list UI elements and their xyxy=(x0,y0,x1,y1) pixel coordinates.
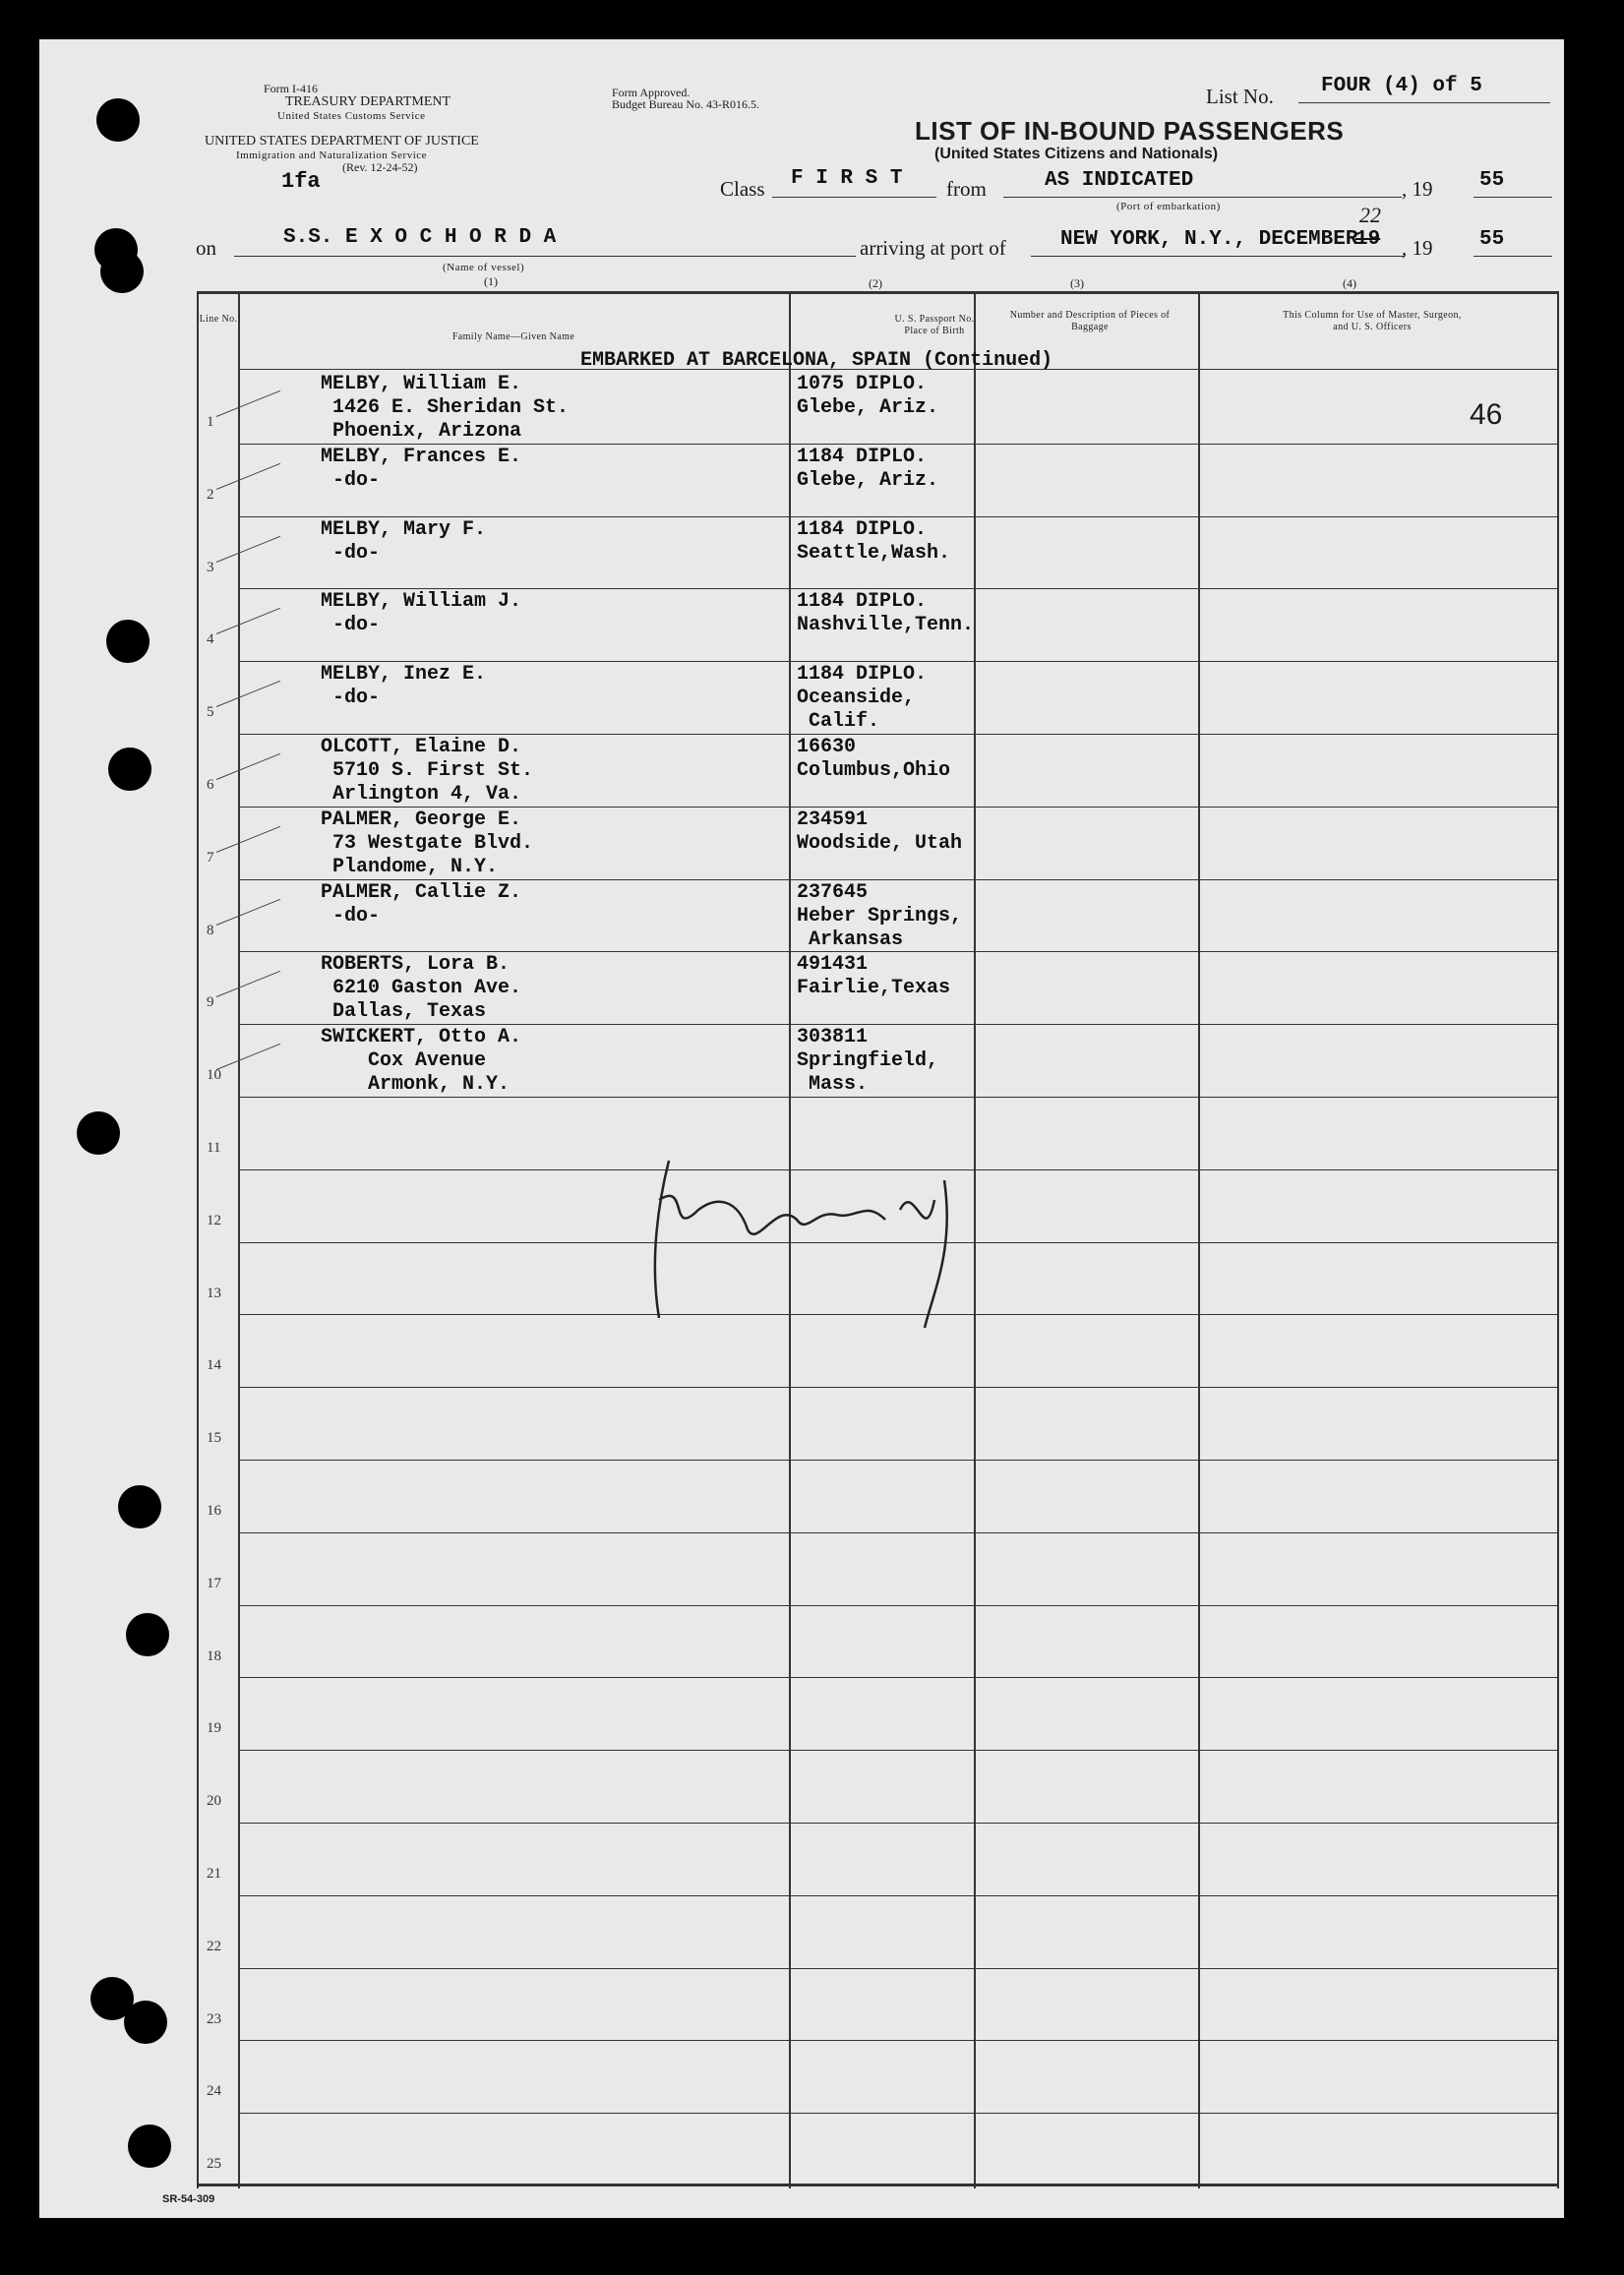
line-number: 1 xyxy=(207,414,214,430)
header-name: Family Name—Given Name xyxy=(451,331,575,342)
port-embark-caption: (Port of embarkation) xyxy=(1116,201,1221,212)
officer-signature xyxy=(630,1141,1043,1357)
check-mark xyxy=(216,753,280,780)
document-page xyxy=(39,39,1564,2218)
check-mark xyxy=(216,681,280,707)
passport-birthplace: 303811 Springfield, Mass. xyxy=(797,1026,939,1097)
passenger-name: MELBY, Inez E. -do- xyxy=(321,663,487,710)
col-num-4: (4) xyxy=(1343,276,1356,290)
line-number: 13 xyxy=(207,1285,221,1301)
form-approved: Form Approved. xyxy=(612,86,691,99)
line-number: 22 xyxy=(207,1938,221,1954)
passport-birthplace: 16630 Columbus,Ohio xyxy=(797,736,951,782)
line-number: 10 xyxy=(207,1067,221,1084)
header-baggage: Number and Description of Pieces of Baggage xyxy=(1009,310,1171,332)
customs-service: United States Customs Service xyxy=(277,110,426,122)
arrival-day-struck: 19 xyxy=(1355,228,1381,251)
official-count-mark: 46 xyxy=(1470,398,1503,431)
check-mark xyxy=(216,463,280,490)
vessel-caption: (Name of vessel) xyxy=(443,262,525,273)
check-mark xyxy=(216,608,280,634)
col-num-3: (3) xyxy=(1070,276,1084,290)
form-code: 1fa xyxy=(281,169,321,194)
check-mark xyxy=(216,898,280,925)
class-label: Class xyxy=(720,177,765,201)
class-value: F I R S T xyxy=(791,167,903,190)
line-number: 4 xyxy=(207,631,214,648)
ins-service: Immigration and Naturalization Service xyxy=(236,150,428,161)
line-number: 24 xyxy=(207,2083,221,2100)
passenger-name: PALMER, George E. 73 Westgate Blvd. Plandome, N.Y. xyxy=(321,808,534,878)
passport-birthplace: 234591 Woodside, Utah xyxy=(797,808,963,855)
line-number: 9 xyxy=(207,994,214,1011)
vessel-name: S.S. E X O C H O R D A xyxy=(283,226,557,249)
header-line-no: Line No. xyxy=(199,314,238,325)
line-number: 5 xyxy=(207,704,214,721)
form-subtitle: (United States Citizens and Nationals) xyxy=(934,146,1219,162)
passport-birthplace: 1184 DIPLO. Oceanside, Calif. xyxy=(797,663,928,734)
passport-birthplace: 1184 DIPLO. Glebe, Ariz. xyxy=(797,445,939,492)
check-mark xyxy=(216,826,280,853)
year-label: , 19 xyxy=(1402,177,1433,201)
line-number: 11 xyxy=(207,1140,221,1156)
line-number: 7 xyxy=(207,849,214,866)
form-number: Form I-416 xyxy=(264,82,318,95)
header-passport: U. S. Passport No. Place of Birth xyxy=(894,314,975,336)
passenger-name: SWICKERT, Otto A. Cox Avenue Armonk, N.Y. xyxy=(321,1026,522,1097)
arrival-port: NEW YORK, N.Y., DECEMBER xyxy=(1060,228,1358,251)
budget-bureau: Budget Bureau No. 43-R016.5. xyxy=(612,97,759,111)
passenger-name: ROBERTS, Lora B. 6210 Gaston Ave. Dallas, Texas xyxy=(321,953,522,1024)
col-num-1: (1) xyxy=(484,274,498,288)
arriving-label: arriving at port of xyxy=(860,236,1006,260)
passenger-name: PALMER, Callie Z. -do- xyxy=(321,880,522,928)
year2-label: , 19 xyxy=(1402,236,1433,260)
line-number: 8 xyxy=(207,922,214,938)
arrival-day-handwritten: 22 xyxy=(1359,203,1381,227)
line-number: 25 xyxy=(207,2156,221,2173)
passport-birthplace: 491431 Fairlie,Texas xyxy=(797,953,951,1000)
year2-value: 55 xyxy=(1479,228,1505,251)
passport-birthplace: 237645 Heber Springs, Arkansas xyxy=(797,880,963,951)
passenger-name: MELBY, Frances E. -do- xyxy=(321,445,522,492)
line-number: 15 xyxy=(207,1430,221,1447)
passenger-name: OLCOTT, Elaine D. 5710 S. First St. Arlington 4, Va. xyxy=(321,736,534,806)
line-number: 21 xyxy=(207,1866,221,1882)
line-number: 20 xyxy=(207,1793,221,1810)
line-number: 19 xyxy=(207,1720,221,1737)
passport-birthplace: 1075 DIPLO. Glebe, Ariz. xyxy=(797,373,939,419)
from-value: AS INDICATED xyxy=(1045,169,1194,192)
list-no-value: FOUR (4) of 5 xyxy=(1321,75,1482,97)
line-number: 6 xyxy=(207,777,214,793)
passport-birthplace: 1184 DIPLO. Seattle,Wash. xyxy=(797,517,951,565)
justice-dept: UNITED STATES DEPARTMENT OF JUSTICE xyxy=(205,134,479,149)
revision-date: (Rev. 12-24-52) xyxy=(342,160,418,174)
header-officers: This Column for Use of Master, Surgeon, and U. S. Officers xyxy=(1283,310,1462,332)
passport-birthplace: 1184 DIPLO. Nashville,Tenn. xyxy=(797,590,975,637)
on-label: on xyxy=(196,236,216,260)
col-num-2: (2) xyxy=(869,276,882,290)
passenger-name: MELBY, Mary F. -do- xyxy=(321,517,487,565)
form-title: LIST OF IN-BOUND PASSENGERS xyxy=(915,116,1345,146)
line-number: 3 xyxy=(207,559,214,575)
line-number: 12 xyxy=(207,1212,221,1228)
check-mark xyxy=(216,1044,280,1070)
line-number: 14 xyxy=(207,1357,221,1374)
list-no-label: List No. xyxy=(1206,85,1274,108)
check-mark xyxy=(216,535,280,562)
line-number: 16 xyxy=(207,1503,221,1519)
treasury-dept: TREASURY DEPARTMENT xyxy=(285,94,451,109)
passenger-name: MELBY, William J. -do- xyxy=(321,590,522,637)
check-mark xyxy=(216,390,280,417)
year-value: 55 xyxy=(1479,169,1505,192)
from-label: from xyxy=(946,177,987,201)
section-heading: EMBARKED AT BARCELONA, SPAIN (Continued) xyxy=(580,349,1053,372)
footer-code: SR-54-309 xyxy=(162,2193,215,2205)
line-number: 2 xyxy=(207,486,214,503)
line-number: 23 xyxy=(207,2010,221,2027)
line-number: 18 xyxy=(207,1647,221,1664)
check-mark xyxy=(216,971,280,997)
passenger-name: MELBY, William E. 1426 E. Sheridan St. Phoenix, Arizona xyxy=(321,373,570,443)
line-number: 17 xyxy=(207,1575,221,1591)
